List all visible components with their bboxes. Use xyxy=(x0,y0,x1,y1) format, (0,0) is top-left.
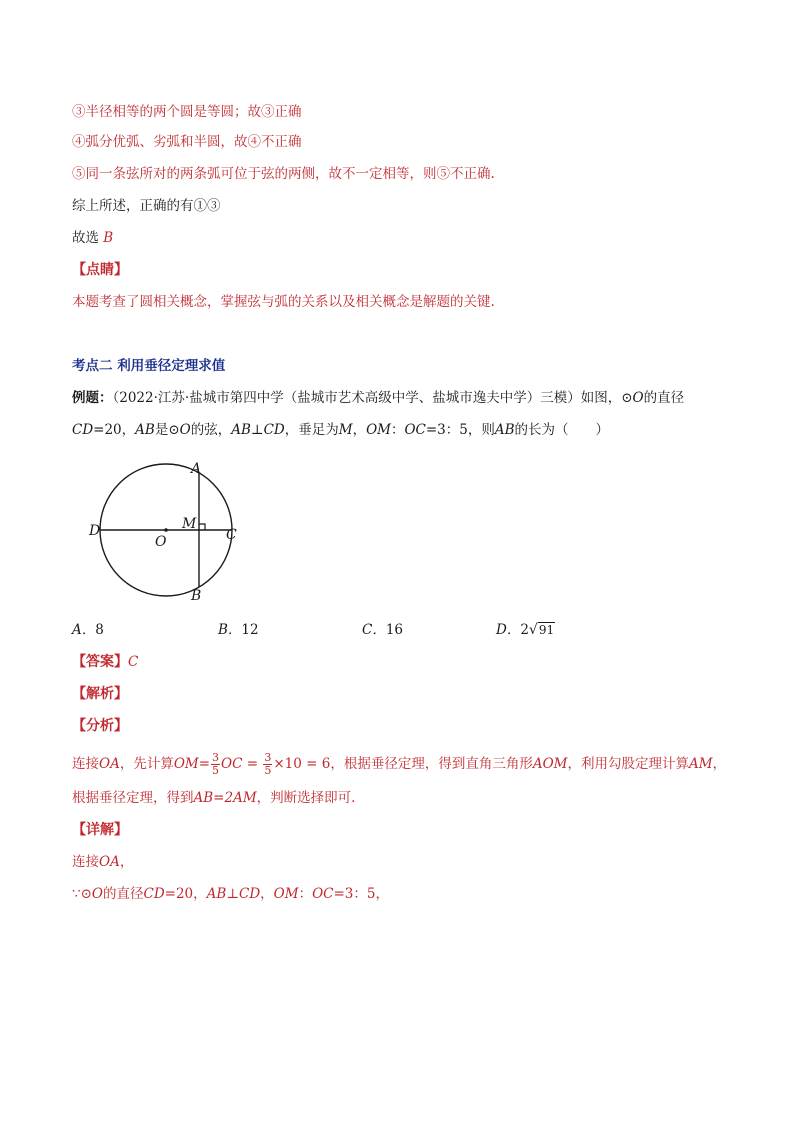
option-b-key: B． xyxy=(218,622,242,638)
option-c-key: C． xyxy=(362,622,386,638)
option-c-value: 16 xyxy=(385,622,404,638)
summary-text: 综上所述，正确的有①③ xyxy=(72,198,221,214)
fraction-2-den: 5 xyxy=(264,764,272,777)
label-c: C xyxy=(226,527,237,543)
label-o: O xyxy=(155,534,167,550)
example-line2-seg: OM xyxy=(366,422,391,438)
example-line2-seg: AB xyxy=(231,422,251,438)
fenxi-line-1 xyxy=(72,752,726,777)
option-a xyxy=(72,620,104,640)
answer-heading: 【答案】 xyxy=(72,654,128,670)
detail-oc: OC xyxy=(312,886,334,902)
solution-item-4: ④弧分优弧、劣弧和半圆，故④不正确 xyxy=(72,134,302,150)
option-b-value: 12 xyxy=(241,622,259,638)
example-line2-seg: 的弦， xyxy=(190,422,232,438)
analysis-heading: 【解析】 xyxy=(72,686,128,702)
option-c xyxy=(362,620,403,640)
label-d: D xyxy=(89,523,101,539)
comment-heading: 【点睛】 xyxy=(72,262,128,278)
example-line2-seg: 是⊙ xyxy=(154,422,180,438)
choice-prefix: 故选 xyxy=(72,230,99,246)
example-line2-seg: CD xyxy=(263,422,285,438)
label-a: A xyxy=(191,461,202,477)
fenxi-om: OM xyxy=(173,756,199,772)
detail-om: OM xyxy=(273,886,299,902)
fenxi-comma: ， xyxy=(712,756,727,772)
detail-connect: 连接 xyxy=(72,854,99,870)
example-line2-seg: 的长为（ ） xyxy=(514,422,610,438)
detail-ratio: =3：5， xyxy=(333,886,389,902)
fenxi-ab-2am: AB=2AM xyxy=(193,790,257,806)
fraction-1 xyxy=(211,752,220,777)
fraction-2-num: 3 xyxy=(264,751,272,764)
detail-colon: ： xyxy=(298,886,313,902)
example-source: （2022·江苏·盐城市第四中学（盐城市艺术高级中学、盐城市逸夫中学）三模）如图，⊙ xyxy=(112,390,633,406)
example-line2-seg: AB xyxy=(135,422,155,438)
example-line-1 xyxy=(72,388,684,408)
detail-cd-val: =20， xyxy=(164,886,207,902)
detail-ab: AB xyxy=(206,886,227,902)
fenxi-compute: ，先计算 xyxy=(119,756,174,772)
choice-line xyxy=(72,228,113,248)
option-d-coef: 2 xyxy=(520,622,529,638)
solution-item-3: ③半径相等的两个圆是等圆；故③正确 xyxy=(72,104,302,120)
option-d xyxy=(496,620,555,640)
detail-comma: ， xyxy=(119,854,134,870)
option-d-key: D． xyxy=(496,622,521,638)
circle-figure xyxy=(76,440,256,620)
option-a-key: A． xyxy=(72,622,96,638)
detail-o: O xyxy=(91,886,103,902)
comment-text: 本题考查了圆相关概念，掌握弦与弧的关系以及相关概念是解题的关键. xyxy=(72,294,495,310)
fenxi-oa: OA xyxy=(99,756,120,772)
example-line2-seg: M xyxy=(338,422,353,438)
fenxi-theorem: ，根据垂径定理，得到直角三角形 xyxy=(330,756,533,772)
choice-letter: B xyxy=(103,230,114,246)
option-a-value: 8 xyxy=(95,622,104,638)
example-line2-seg: ， xyxy=(352,422,367,438)
detail-line-2 xyxy=(72,884,389,904)
fenxi-heading: 【分析】 xyxy=(72,718,128,734)
detail-diameter: 的直径 xyxy=(102,886,144,902)
example-line2-seg: ： xyxy=(390,422,405,438)
sqrt-sign: √ xyxy=(528,622,538,638)
detail-cd: CD xyxy=(143,886,165,902)
example-line2-seg: O xyxy=(179,422,191,438)
fenxi-l2-end: ，判断选择即可. xyxy=(256,790,356,806)
example-circle-o: O xyxy=(632,390,644,406)
answer-value: C xyxy=(128,654,139,670)
detail-cd2: CD xyxy=(239,886,261,902)
label-b: B xyxy=(191,588,202,604)
detail-perp: ⊥ xyxy=(226,886,240,902)
solution-item-5: ⑤同一条弦所对的两条弧可位于弦的两侧，故不一定相等，则⑤不正确. xyxy=(72,166,495,182)
fenxi-line-2 xyxy=(72,788,355,808)
fenxi-connect: 连接 xyxy=(72,756,99,772)
fenxi-pythag: ，利用勾股定理计算 xyxy=(567,756,689,772)
fenxi-calc-eq: = xyxy=(242,756,263,772)
center-point xyxy=(164,528,168,532)
example-line2-seg: =20， xyxy=(93,422,136,438)
fenxi-result: ×10 = 6 xyxy=(273,756,331,772)
example-label: 例题： xyxy=(72,390,113,406)
label-m: M xyxy=(182,516,197,532)
option-d-radicand: 91 xyxy=(538,623,555,637)
fraction-1-num: 3 xyxy=(212,751,220,764)
example-line2-seg: =3：5，则 xyxy=(425,422,495,438)
example-line-2 xyxy=(72,420,609,440)
example-line2-seg: OC xyxy=(404,422,426,438)
fraction-1-den: 5 xyxy=(212,764,220,777)
right-angle-mark xyxy=(199,524,205,530)
detail-because: ∵⊙ xyxy=(72,886,92,902)
detail-comma-2: ， xyxy=(260,886,274,902)
fenxi-eq: = xyxy=(198,756,211,772)
fraction-2 xyxy=(263,752,272,777)
fenxi-l2-text: 根据垂径定理，得到 xyxy=(72,790,194,806)
example-diameter-word: 的直径 xyxy=(643,390,685,406)
example-line2-seg: ，垂足为 xyxy=(284,422,339,438)
example-line2-seg: ⊥ xyxy=(250,422,264,438)
answer-line xyxy=(72,652,138,672)
fenxi-am: AM xyxy=(688,756,713,772)
example-line2-seg: CD xyxy=(72,422,94,438)
option-b xyxy=(218,620,259,640)
fenxi-oc: OC xyxy=(221,756,243,772)
example-line2-seg: AB xyxy=(494,422,515,438)
detail-heading: 【详解】 xyxy=(72,822,128,838)
fenxi-aom: AOM xyxy=(532,756,568,772)
detail-line-1 xyxy=(72,852,133,872)
detail-oa: OA xyxy=(99,854,120,870)
section-title: 考点二 利用垂径定理求值 xyxy=(72,358,226,374)
